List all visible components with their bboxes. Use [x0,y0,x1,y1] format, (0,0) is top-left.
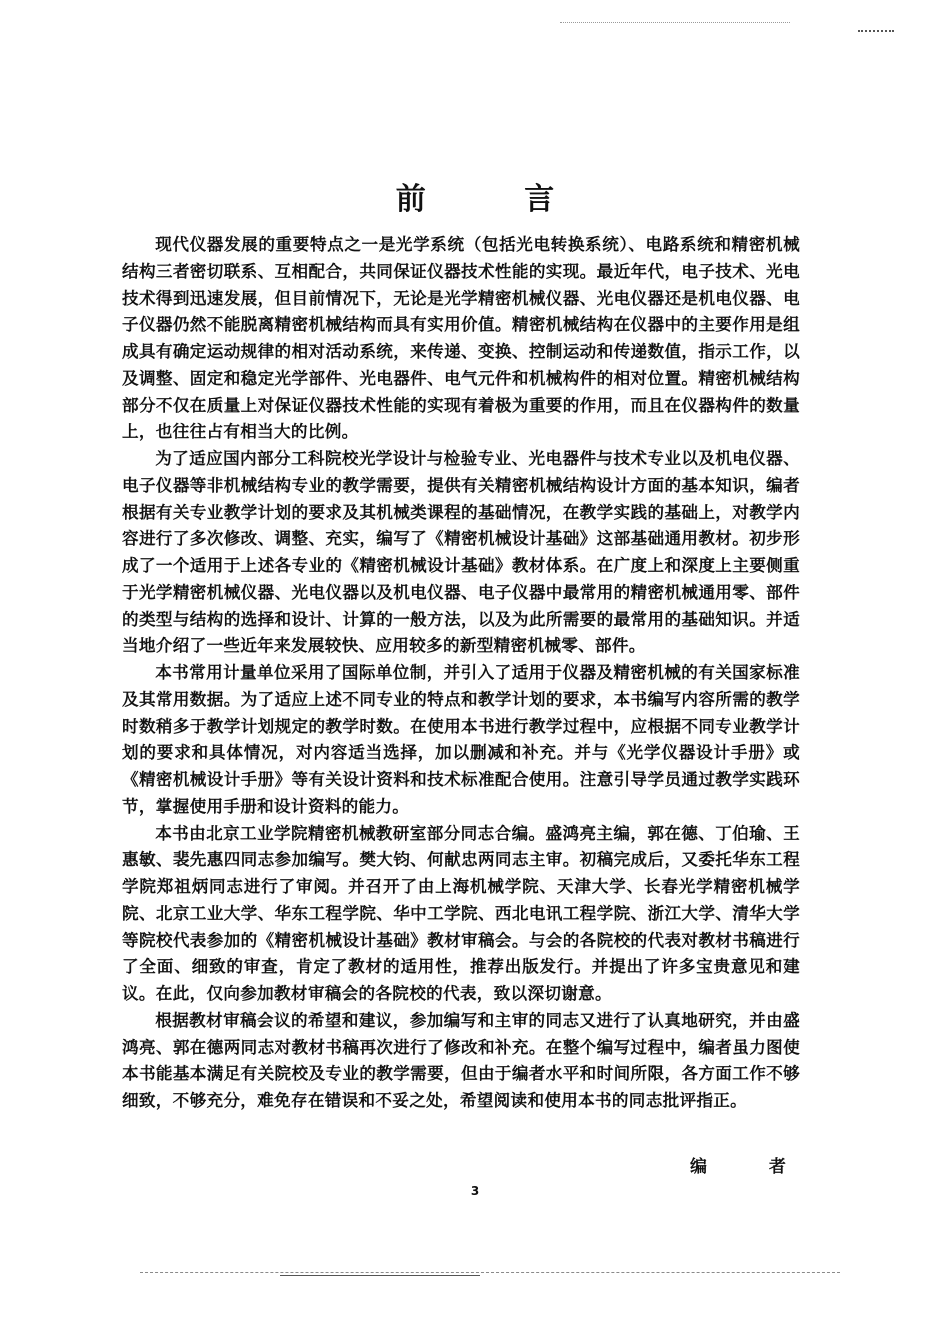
paragraph-1: 现代仪器发展的重要特点之一是光学系统（包括光电转换系统）、电路系统和精密机械结构三者密切联系、互相配合，共同保证仪器技术性能的实现。最近年代，电子技术、光电技术得到迅速发展，但目前情况下，无论是光学精密机械仪器、光电仪器还是机电仪器、电子仪器仍然不能脱离精密机械结构而具有实用价值。精密机械结构在仪器中的主要作用是组成具有确定运动规律的相对活动系统，来传递、变换、控制运动和传递数值，指示工作，以及调整、固定和稳定光学部件、光电器件、电气元件和机械构件的相对位置。精密机械结构部分不仅在质量上对保证仪器技术性能的实现有着极为重要的作用，而且在仪器构件的数量上，也往往占有相当大的比例。 [122,234,800,442]
page-number: 3 [470,1184,480,1198]
scan-artifact-top [560,22,790,23]
scan-artifact-bottom-line [280,1275,480,1276]
paragraph-2: 为了适应国内部分工科院校光学设计与检验专业、光电器件与技术专业以及机电仪器、电子仪器等非机械结构专业的教学需要，提供有关精密机械结构设计方面的基本知识，编者根据有关专业教学计划的要求及其机械类课程的基础情况，在教学实践的基础上，对教学内容进行了多次修改、调整、充实，编写了《精密机械设计基础》这部基础通用教材。初步形成了一个适用于上述各专业的《精密机械设计基础》教材体系。在广度上和深度上主要侧重于光学精密机械仪器、光电仪器以及机电仪器、电子仪器中最常用的精密机械通用零、部件的类型与结构的选择和设计、计算的一般方法，以及为此所需要的最常用的基础知识。并适当地介绍了一些近年来发展较快、应用较多的新型精密机械零、部件。 [122,448,800,656]
scan-artifact-bottom [140,1272,840,1273]
author-signature: 编 者 [690,1157,814,1177]
preface-body [122,231,800,1114]
page-title: 前 言 [395,182,599,218]
paragraph-4: 本书由北京工业学院精密机械教研室部分同志合编。盛鸿亮主编，郭在德、丁伯瑜、王惠敏、裴先惠四同志参加编写。樊大钧、何献忠两同志主审。初稿完成后，又委托华东工程学院郑祖炳同志进行了审阅。并召开了由上海机械学院、天津大学、长春光学精密机械学院、北京工业大学、华东工程学院、华中工学院、西北电讯工程学院、浙江大学、清华大学等院校代表参加的《精密机械设计基础》教材审稿会。与会的各院校的代表对教材书稿进行了全面、细致的审查，肯定了教材的适用性，推荐出版发行。并提出了许多宝贵意见和建议。在此，仅向参加教材审稿会的各院校的代表，致以深切谢意。 [122,822,800,1003]
scan-artifact-top-right [858,30,894,32]
paragraph-5: 根据教材审稿会议的希望和建议，参加编写和主审的同志又进行了认真地研究，并由盛鸿亮、郭在德两同志对教材书稿再次进行了修改和补充。在整个编写过程中，编者虽力图使本书能基本满足有关院校及专业的教学需要，但由于编者水平和时间所限，各方面工作不够细致，不够充分，难免存在错误和不妥之处，希望阅读和使用本书的同志批评指正。 [122,1009,800,1110]
paragraph-3: 本书常用计量单位采用了国际单位制，并引入了适用于仪器及精密机械的有关国家标准及其常用数据。为了适应上述不同专业的特点和教学计划的要求，本书编写内容所需的教学时数稍多于教学计划规定的教学时数。在使用本书进行教学过程中，应根据不同专业教学计划的要求和具体情况，对内容适当选择，加以删减和补充。并与《光学仪器设计手册》或《精密机械设计手册》等有关设计资料和技术标准配合使用。注意引导学员通过教学实践环节，掌握使用手册和设计资料的能力。 [122,662,800,816]
